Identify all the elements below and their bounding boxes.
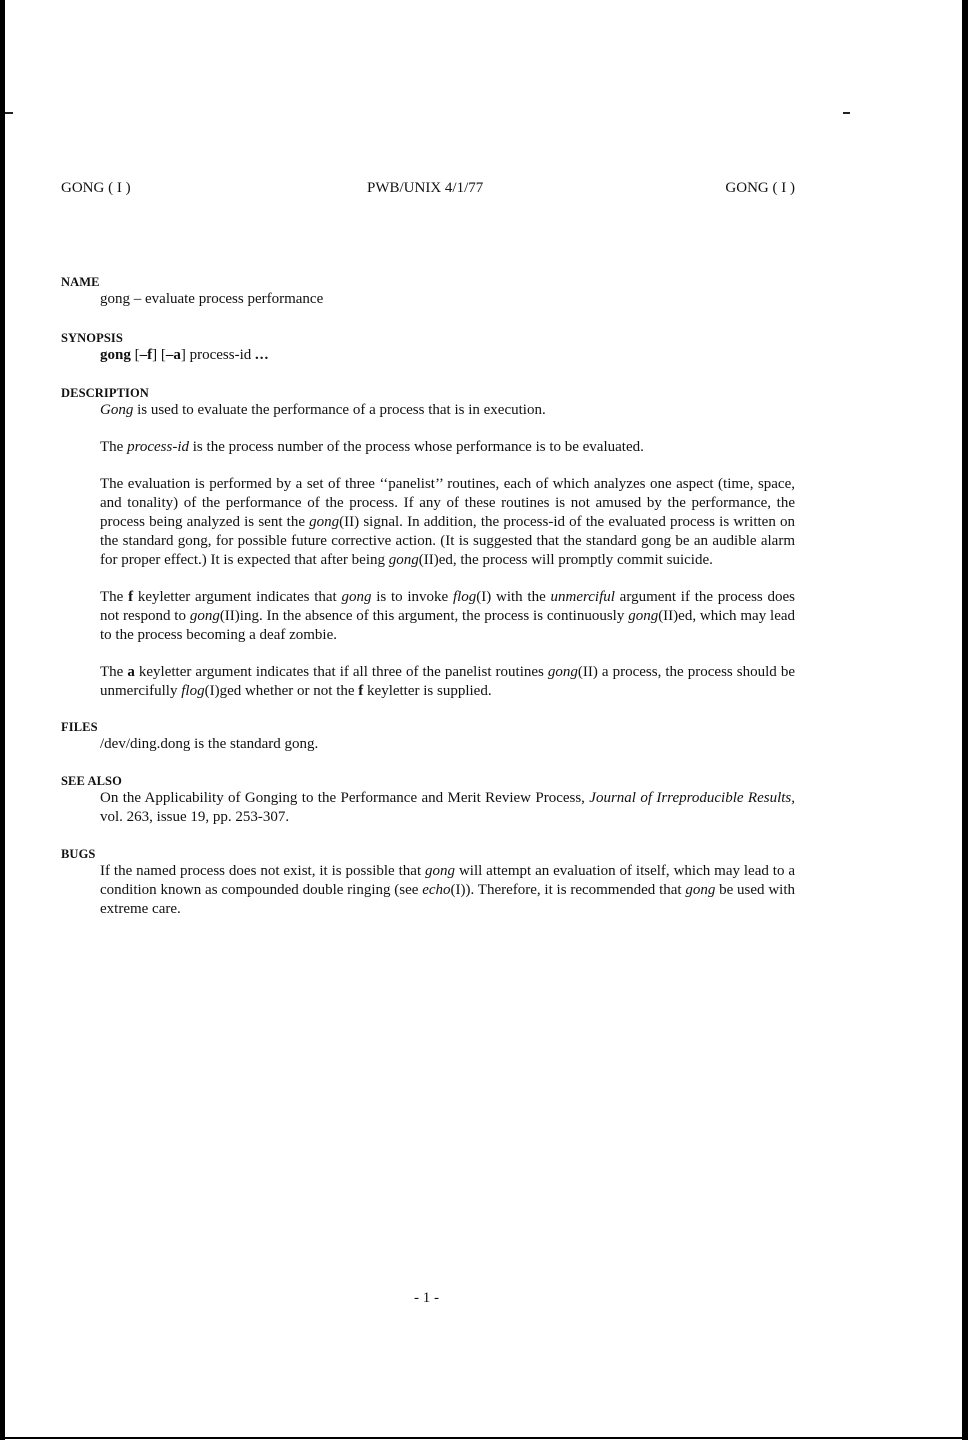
section-heading: DESCRIPTION	[61, 386, 149, 400]
description-paragraph-1: Gong is used to evaluate the performance of a process that is in execution.	[100, 402, 546, 418]
section-heading: FILES	[61, 720, 98, 734]
running-head-center: PWB/UNIX 4/1/77	[367, 180, 484, 196]
flag-a: –a	[165, 347, 181, 363]
scan-border-right	[962, 0, 968, 1440]
running-head-left: GONG ( I )	[61, 180, 131, 196]
page-number: - 1 -	[414, 1290, 439, 1306]
section-heading: SYNOPSIS	[61, 331, 123, 345]
section-heading: BUGS	[61, 847, 96, 861]
running-head	[61, 178, 795, 198]
description-paragraph-5: The a keyletter argument indicates that if all three of the panelist routines gong(II) a process, the process should be unmercifully flog(I)ged whether or not the f keyletter is supplied.	[100, 664, 795, 699]
synopsis-line: gong [–f] [–a] process-id ...	[100, 347, 270, 363]
see-also-reference: On the Applicability of Gonging to the Performance and Merit Review Process, Journal of Irreproducible Results, vol. 263, issue 19, pp. 253-307.	[100, 790, 795, 825]
name-text: gong – evaluate process performance	[100, 291, 324, 307]
description-paragraph-3: The evaluation is performed by a set of three ‘‘panelist’’ routines, each of which analyzes one aspect (time, space, and tonality) of the performance of the process. If any of these routines is not amused by the performance, the process being analyzed is sent the gong(II) signal. In addition, the process-id of the evaluated process is written on the standard gong, for possible future corrective action. (It is suggested that the standard gong be an audible alarm for proper effect.) It is expected that after being gong(II)ed, the process will promptly commit suicide.	[100, 476, 796, 568]
scan-border-left	[0, 0, 5, 1440]
journal-title: Journal of Irreproducible Results,	[589, 790, 795, 806]
section-files	[61, 719, 795, 754]
bugs-text: If the named process does not exist, it is possible that gong will attempt an evaluation of itself, which may lead to a condition known as compounded double ringing (see echo(I)). Therefore, it is recommended that gong be used with extreme care.	[100, 863, 796, 917]
scan-border-bottom	[0, 1437, 968, 1439]
section-description	[61, 385, 795, 701]
crop-mark-right	[843, 112, 850, 114]
manual-page-body	[61, 274, 795, 919]
synopsis-ellipsis: ...	[255, 347, 270, 363]
crop-mark-left	[5, 112, 13, 114]
section-heading: SEE ALSO	[61, 774, 122, 788]
description-paragraph-4: The f keyletter argument indicates that gong is to invoke flog(I) with the unmerciful argument if the process does not respond to gong(II)ing. In the absence of this argument, the process is continuously gong(II)ed, which may lead to the process becoming a deaf zombie.	[100, 589, 796, 643]
synopsis-command: gong	[100, 347, 131, 363]
running-head-right: GONG ( I )	[725, 180, 795, 196]
section-bugs	[61, 846, 795, 919]
section-see-also	[61, 773, 795, 827]
section-heading: NAME	[61, 275, 100, 289]
flag-f: –f	[139, 347, 153, 363]
files-text: /dev/ding.dong is the standard gong.	[100, 736, 319, 752]
section-synopsis	[61, 330, 795, 365]
description-paragraph-2: The process-id is the process number of the process whose performance is to be evaluated.	[100, 439, 644, 455]
section-name	[61, 274, 795, 309]
